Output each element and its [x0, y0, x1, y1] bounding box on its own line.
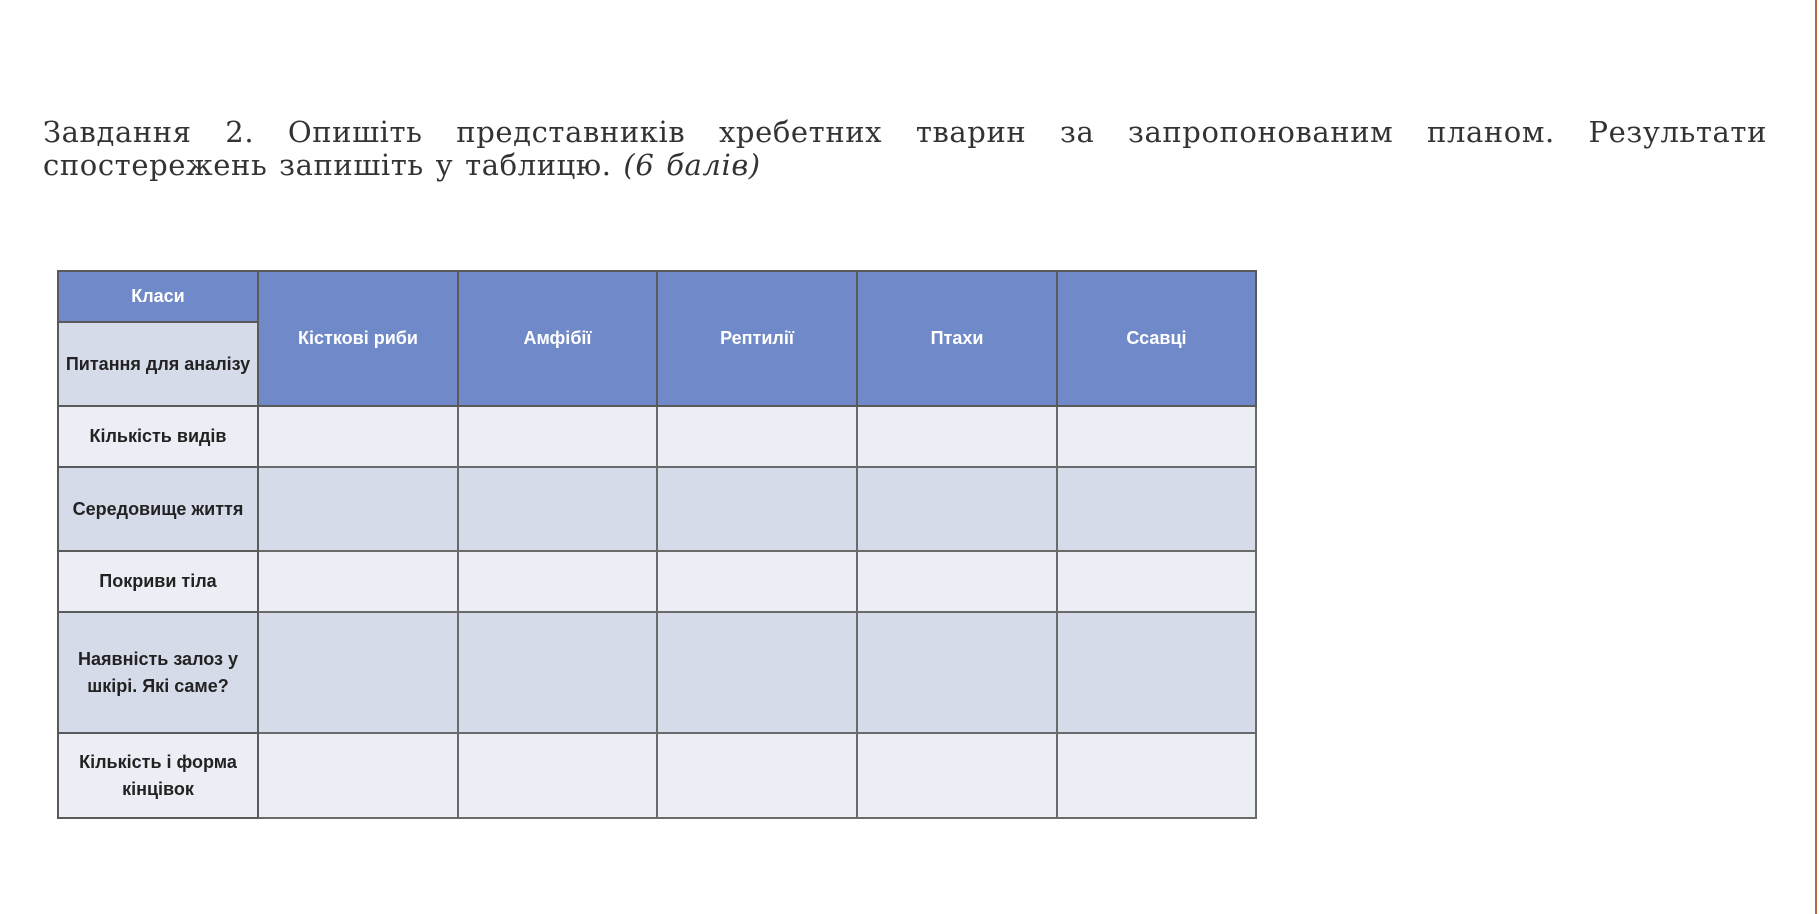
header-amphibians: Амфібії	[458, 271, 657, 406]
task-points: (6 балів)	[623, 148, 761, 182]
header-mammals: Ссавці	[1057, 271, 1256, 406]
table-cell[interactable]	[1057, 733, 1256, 818]
table-cell[interactable]	[657, 406, 857, 467]
table-cell[interactable]	[1057, 551, 1256, 612]
table-row	[58, 612, 1256, 733]
comparison-table	[57, 270, 1257, 819]
table-cell[interactable]	[458, 733, 657, 818]
table-cell[interactable]	[657, 467, 857, 551]
table-cell[interactable]	[458, 467, 657, 551]
table-cell[interactable]	[258, 406, 458, 467]
table-row	[58, 406, 1256, 467]
header-analysis-questions: Питання для аналізу	[58, 322, 258, 406]
row-label-habitat: Середовище життя	[58, 467, 258, 551]
header-bony-fish: Кісткові риби	[258, 271, 458, 406]
row-label-skin-glands: Наявність залоз у шкірі. Які саме?	[58, 612, 258, 733]
row-label-limbs: Кількість і форма кінцівок	[58, 733, 258, 818]
table-cell[interactable]	[458, 406, 657, 467]
table-cell[interactable]	[1057, 406, 1256, 467]
table-cell[interactable]	[258, 733, 458, 818]
table-row	[58, 551, 1256, 612]
header-reptiles: Рептилії	[657, 271, 857, 406]
table-cell[interactable]	[458, 551, 657, 612]
table-cell[interactable]	[857, 733, 1057, 818]
table-cell[interactable]	[857, 612, 1057, 733]
table-cell[interactable]	[657, 551, 857, 612]
page-edge-line	[1815, 0, 1817, 914]
table-cell[interactable]	[657, 733, 857, 818]
table-cell[interactable]	[458, 612, 657, 733]
table-cell[interactable]	[857, 467, 1057, 551]
task-instruction	[43, 116, 1767, 182]
table-cell[interactable]	[857, 551, 1057, 612]
table-cell[interactable]	[258, 612, 458, 733]
table-cell[interactable]	[258, 551, 458, 612]
table-cell[interactable]	[1057, 612, 1256, 733]
row-label-body-covering: Покриви тіла	[58, 551, 258, 612]
table-row	[58, 467, 1256, 551]
table-cell[interactable]	[657, 612, 857, 733]
header-birds: Птахи	[857, 271, 1057, 406]
table-cell[interactable]	[1057, 467, 1256, 551]
table-row	[58, 733, 1256, 818]
row-label-species-count: Кількість видів	[58, 406, 258, 467]
table-cell[interactable]	[258, 467, 458, 551]
task-main-text: Завдання 2. Опишіть представників хребетних тварин за запропонованим планом. Результати спостережень запишіть у таблицю.	[43, 115, 1767, 182]
header-classes: Класи	[58, 271, 258, 322]
table-cell[interactable]	[857, 406, 1057, 467]
